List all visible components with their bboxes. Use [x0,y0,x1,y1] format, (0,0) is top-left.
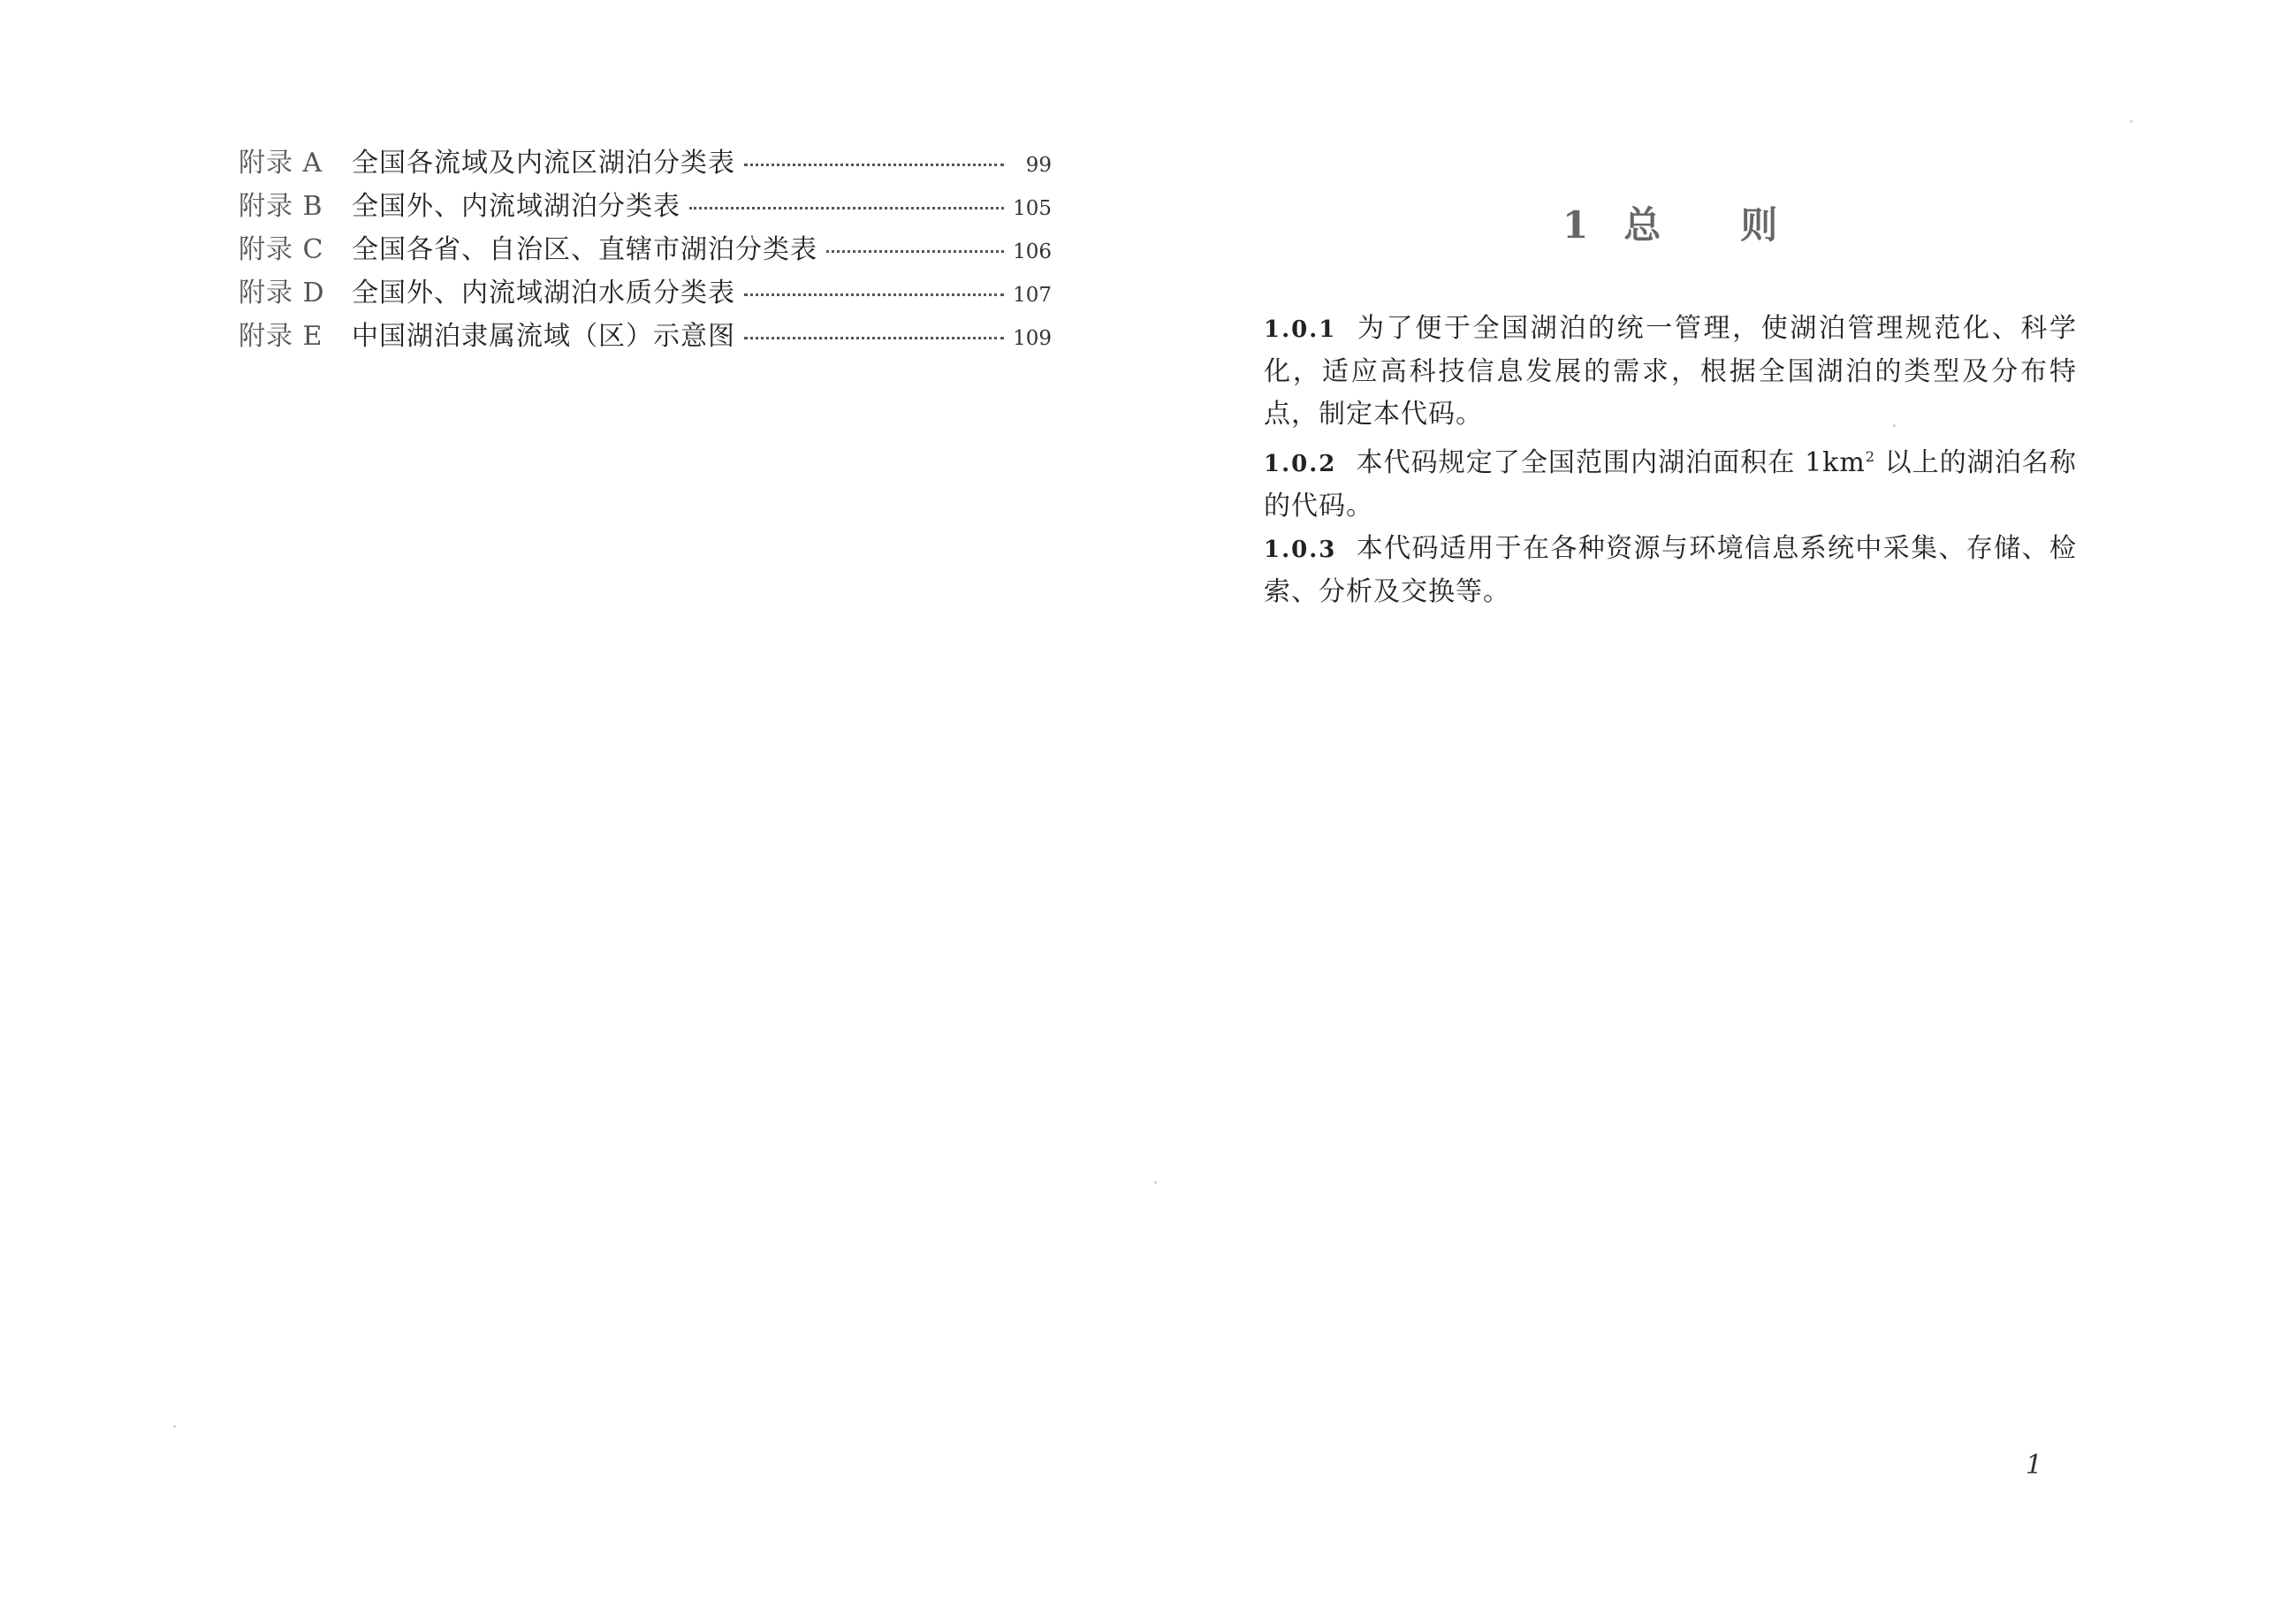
chapter-title-part: 总 [1623,203,1663,247]
clause-paragraph [1264,436,2077,528]
scan-speck [2130,120,2133,123]
clause-text: 本代码规定了全国范围内湖泊面积在 1km [1356,447,1866,478]
toc-leader-dots [744,335,1004,339]
toc-page-number: 105 [1013,197,1052,220]
toc-title: 全国各省、自治区、直辖市湖泊分类表 [352,234,817,265]
toc-title: 全国外、内流域湖泊水质分类表 [352,278,735,309]
toc-page-number: 109 [1013,327,1052,350]
toc-title: 全国各流域及内流区湖泊分类表 [352,148,735,179]
scan-speck [1154,1181,1157,1184]
clause-paragraph [1264,308,2077,436]
toc-leader-dots [744,162,1004,166]
toc-title: 中国湖泊隶属流域（区）示意图 [352,321,735,352]
toc-page-number: 99 [1025,154,1052,177]
toc-entry [239,271,1052,315]
clause-number: 1.0.3 [1264,537,1337,563]
toc-label: 附录 C [239,234,324,265]
chapter-title-part: 则 [1740,203,1780,247]
clause-text: 本代码适用于在各种资源与环境信息系统中采集、存储、检索、分析及交换等。 [1264,533,2077,607]
toc-entry [239,141,1052,185]
clause-text: 以上的湖泊名称的代码。 [1264,447,2077,522]
toc-page-number: 107 [1013,284,1052,307]
toc-entry [239,315,1052,358]
toc-leader-dots [744,292,1004,296]
clause-number: 1.0.2 [1264,451,1337,477]
scan-speck [173,1425,176,1428]
clause-number: 1.0.1 [1264,316,1337,343]
toc-label: 附录 A [239,148,323,179]
toc-leader-dots [826,248,1004,253]
superscript: 2 [1865,448,1875,465]
clause-paragraph [1264,528,2077,613]
page-number: 1 [2026,1450,2043,1481]
scan-speck [1893,424,1896,427]
toc-page-number: 106 [1013,240,1052,263]
clause-text: 为了便于全国湖泊的统一管理，使湖泊管理规范化、科学化，适应高科技信息发展的需求，根据全国湖泊的类型及分布特点，制定本代码。 [1264,313,2077,430]
table-of-contents [239,141,1052,358]
toc-label: 附录 E [239,321,323,352]
toc-leader-dots [689,205,1004,210]
toc-label: 附录 D [239,278,325,309]
toc-label: 附录 B [239,191,323,222]
chapter-clauses [1264,308,2077,613]
toc-entry [239,228,1052,271]
toc-title: 全国外、内流域湖泊分类表 [352,191,680,222]
chapter-number: 1 [1562,203,1591,247]
chapter-heading [1562,196,1779,249]
toc-entry [239,185,1052,228]
